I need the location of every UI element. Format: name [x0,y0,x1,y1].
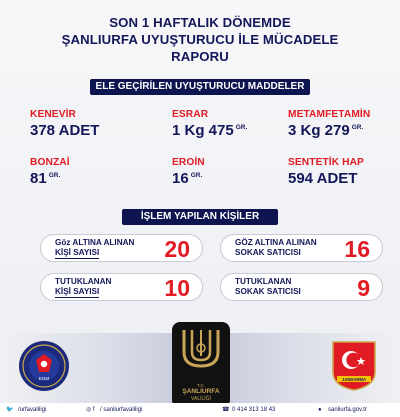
twitter-handle[interactable]: /urfavaliligi [18,407,47,413]
drug-value: 594 ADET [288,170,358,187]
drug-value: 81 $^{GR.}$ [30,170,61,187]
person-stat-value: 20 [164,236,190,262]
governorship-valilik: VALİLİĞİ [191,396,211,402]
social-icons[interactable]: ◎ f [86,407,95,413]
drug-item-metamfetamin [288,109,370,139]
drug-item-sentetik-hap [288,157,364,187]
footer [0,403,400,417]
drug-label: SENTETİK HAP [288,157,364,168]
drug-value: 1 Kg 475 $^{GR.}$ [172,122,248,139]
phone-icon: ☎ [222,407,230,413]
drug-item-esrar [172,109,247,139]
person-stat-arrested-dealers: TUTUKLANAN SOKAK SATICISI 9 [220,273,383,301]
police-emblem-icon [18,340,70,392]
title-line-3: RAPORU [171,49,229,64]
title-line-2: ŞANLIURFA UYUŞTURUCU İLE MÜCADELE [61,32,339,47]
person-stat-value: 9 [357,275,370,301]
drug-item-kenevir [30,109,99,139]
governorship-emblem-icon [172,322,230,378]
person-stat-value: 16 [344,236,370,262]
drug-label: ESRAR [172,109,209,120]
drug-item-eroin [172,157,205,187]
governorship-logo [172,322,230,408]
website-link[interactable]: sanliurfa.gov.tr [328,407,367,413]
drug-unit: GR. [190,172,203,179]
person-stat-arrested: TUTUKLANAN KİŞİ SAYISI 10 [40,273,203,301]
drug-value: 3 Kg 279 $^{GR.}$ [288,122,364,139]
drug-label: EROİN [172,157,205,168]
drug-unit: GR. [235,124,248,131]
drug-label: METAMFETAMİN [288,109,371,120]
web-icon: ● [318,407,322,413]
drug-item-bonzai [30,157,70,187]
report-title [0,14,400,65]
governorship-tc: T.C. [196,383,205,388]
drug-label: BONZAİ [30,157,70,168]
drug-label: KENEVİR [30,109,76,120]
twitter-icon[interactable]: 🐦 [6,407,14,413]
phone-number[interactable]: 0 414 313 18 43 [232,407,276,413]
persons-banner: İŞLEM YAPILAN KİŞİLER [122,209,278,225]
title-line-1: SON 1 HAFTALIK DÖNEMDE [109,15,291,30]
jandarma-emblem-icon [331,340,377,392]
social-handle[interactable]: / sanliurfavaliligi [100,407,143,413]
seized-drugs-banner: ELE GEÇİRİLEN UYUŞTURUCU MADDELER [90,79,310,95]
person-stat-detained-dealers: GÖZ ALTINA ALINAN SOKAK SATICISI 16 [220,234,383,262]
svg-text:EGM: EGM [38,376,50,381]
svg-text:JANDARMA: JANDARMA [342,377,366,382]
drug-value: 16 $^{GR.}$ [172,170,203,187]
drug-value: 378 ADET [30,122,100,139]
governorship-name: ŞANLIURFA [182,388,220,395]
person-stat-value: 10 [164,275,190,301]
drug-unit: GR. [48,172,61,179]
drug-unit: GR. [351,124,364,131]
person-stat-detained: Göz ALTINA ALINAN KİŞİ SAYISI 20 [40,234,203,262]
